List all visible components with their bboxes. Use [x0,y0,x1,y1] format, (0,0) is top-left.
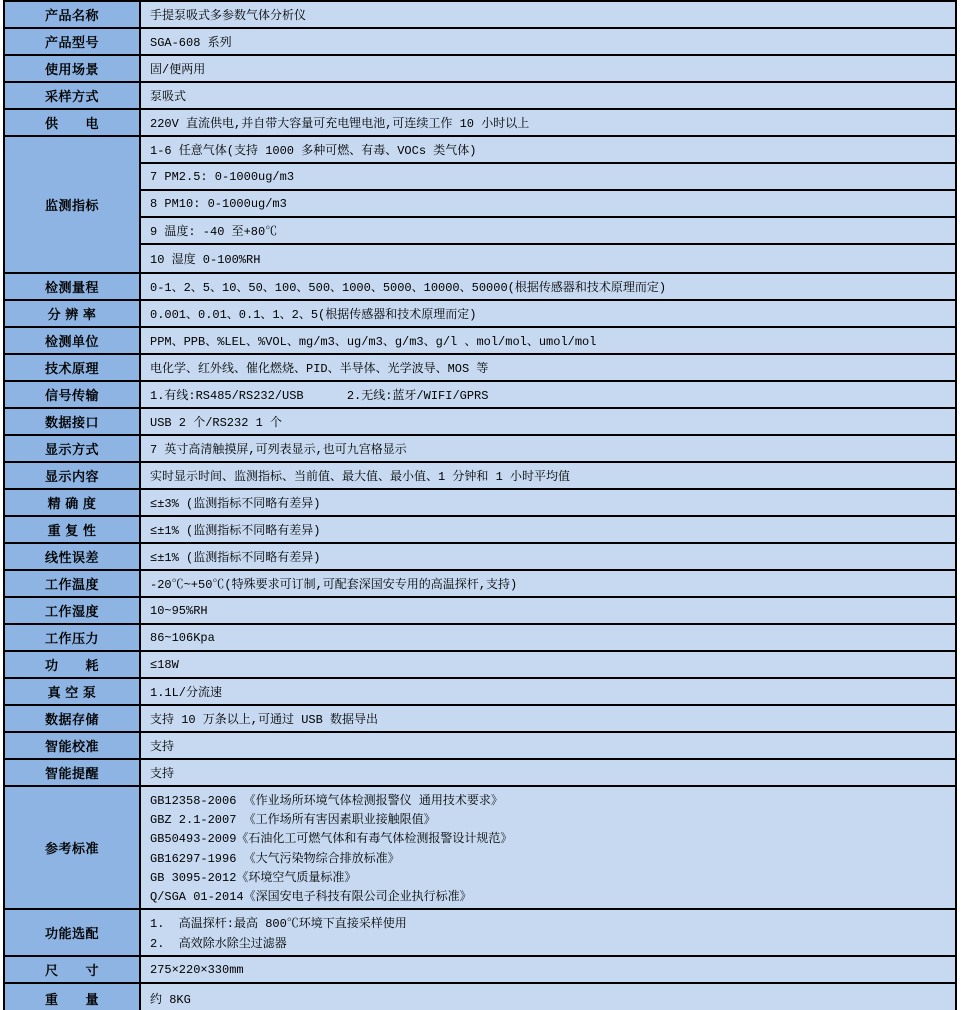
row-label: 功 耗 [5,652,141,677]
row-value: 1.有线:RS485/RS232/USB 2.无线:蓝牙/WIFI/GPRS [141,382,955,407]
spec-row [5,29,955,56]
row-label: 监测指标 [5,137,141,272]
row-value: ≤±1% (监测指标不同略有差异) [141,544,955,569]
spec-row [5,110,955,137]
subrow-value: 7 PM2.5: 0-1000ug/m3 [141,164,955,191]
row-label: 技术原理 [5,355,141,380]
row-value: 泵吸式 [141,83,955,108]
row-label: 工作压力 [5,625,141,650]
subrow-value: 10 湿度 0-100%RH [141,245,955,272]
spec-row [5,544,955,571]
row-value: 支持 [141,760,955,785]
row-label: 重 复 性 [5,517,141,542]
row-value: 支持 [141,733,955,758]
row-label: 数据接口 [5,409,141,434]
row-value: 约 8KG [141,984,955,1010]
row-label: 工作湿度 [5,598,141,623]
row-label: 产品名称 [5,2,141,27]
value-line: GBZ 2.1-2007 《工作场所有害因素职业接触限值》 [150,813,436,828]
row-label: 精 确 度 [5,490,141,515]
row-label: 显示内容 [5,463,141,488]
row-value: 0-1、2、5、10、50、100、500、1000、5000、10000、50000(根据传感器和技术原理而定) [141,274,955,299]
subrow-value: 1-6 任意气体(支持 1000 多种可燃、有毒、VOCs 类气体) [141,137,955,164]
spec-row [5,328,955,355]
row-label: 功能选配 [5,910,141,955]
value-line: 1. 高温探杆:最高 800℃环境下直接采样使用 [150,917,407,932]
row-label: 信号传输 [5,382,141,407]
spec-row [5,598,955,625]
spec-row [5,517,955,544]
row-value: 1.1L/分流速 [141,679,955,704]
row-label: 检测单位 [5,328,141,353]
row-value-multiline [141,910,955,955]
row-label: 分 辨 率 [5,301,141,326]
spec-row [5,274,955,301]
row-label: 数据存储 [5,706,141,731]
spec-table [3,0,957,1010]
spec-row [5,625,955,652]
row-value: USB 2 个/RS232 1 个 [141,409,955,434]
row-value: 275×220×330mm [141,957,955,982]
subrow-value: 8 PM10: 0-1000ug/m3 [141,191,955,218]
row-value: 220V 直流供电,并自带大容量可充电锂电池,可连续工作 10 小时以上 [141,110,955,135]
value-line: GB50493-2009《石油化工可燃气体和有毒气体检测报警设计规范》 [150,832,513,847]
value-line: GB16297-1996 《大气污染物综合排放标准》 [150,851,400,866]
spec-row [5,83,955,110]
row-label: 产品型号 [5,29,141,54]
row-label: 智能校准 [5,733,141,758]
spec-row [5,301,955,328]
spec-row [5,652,955,679]
row-label: 采样方式 [5,83,141,108]
row-label: 智能提醒 [5,760,141,785]
spec-row [5,957,955,984]
spec-row [5,733,955,760]
row-label: 显示方式 [5,436,141,461]
row-value: SGA-608 系列 [141,29,955,54]
subrow-value: 9 温度: -40 至+80℃ [141,218,955,245]
spec-row [5,706,955,733]
spec-row [5,760,955,787]
row-value: -20℃~+50℃(特殊要求可订制,可配套深国安专用的高温探杆,支持) [141,571,955,596]
spec-row [5,463,955,490]
row-value: PPM、PPB、%LEL、%VOL、mg/m3、ug/m3、g/m3、g/l 、mol/mol、umol/mol [141,328,955,353]
spec-row [5,571,955,598]
spec-row [5,490,955,517]
spec-row [5,2,955,29]
value-line: Q/SGA 01-2014《深国安电子科技有限公司企业执行标准》 [150,889,472,904]
subrow-group [141,137,955,272]
row-label: 真 空 泵 [5,679,141,704]
row-label: 参考标准 [5,787,141,908]
row-value: 0.001、0.01、0.1、1、2、5(根据传感器和技术原理而定) [141,301,955,326]
spec-row [5,910,955,957]
spec-row [5,355,955,382]
row-label: 使用场景 [5,56,141,81]
spec-row [5,56,955,83]
row-label: 尺 寸 [5,957,141,982]
spec-row [5,787,955,910]
spec-row [5,409,955,436]
row-value-multiline [141,787,955,908]
row-value: 电化学、红外线、催化燃烧、PID、半导体、光学波导、MOS 等 [141,355,955,380]
row-label: 重 量 [5,984,141,1010]
value-line: GB12358-2006 《作业场所环境气体检测报警仪 通用技术要求》 [150,794,503,809]
row-label: 线性误差 [5,544,141,569]
value-line: GB 3095-2012《环境空气质量标准》 [150,870,357,885]
row-value: ≤±1% (监测指标不同略有差异) [141,517,955,542]
spec-row [5,984,955,1010]
row-label: 供 电 [5,110,141,135]
spec-row [5,137,955,274]
row-value: ≤±3% (监测指标不同略有差异) [141,490,955,515]
row-value: 10~95%RH [141,598,955,623]
spec-row [5,382,955,409]
row-value: 实时显示时间、监测指标、当前值、最大值、最小值、1 分钟和 1 小时平均值 [141,463,955,488]
spec-row [5,679,955,706]
value-line: 2. 高效除水除尘过滤器 [150,936,287,951]
row-value: 固/便两用 [141,56,955,81]
row-value: 86~106Kpa [141,625,955,650]
row-value: 手提泵吸式多参数气体分析仪 [141,2,955,27]
row-value: 7 英寸高清触摸屏,可列表显示,也可九宫格显示 [141,436,955,461]
row-label: 工作温度 [5,571,141,596]
row-value: 支持 10 万条以上,可通过 USB 数据导出 [141,706,955,731]
row-value: ≤18W [141,652,955,677]
row-label: 检测量程 [5,274,141,299]
spec-row [5,436,955,463]
